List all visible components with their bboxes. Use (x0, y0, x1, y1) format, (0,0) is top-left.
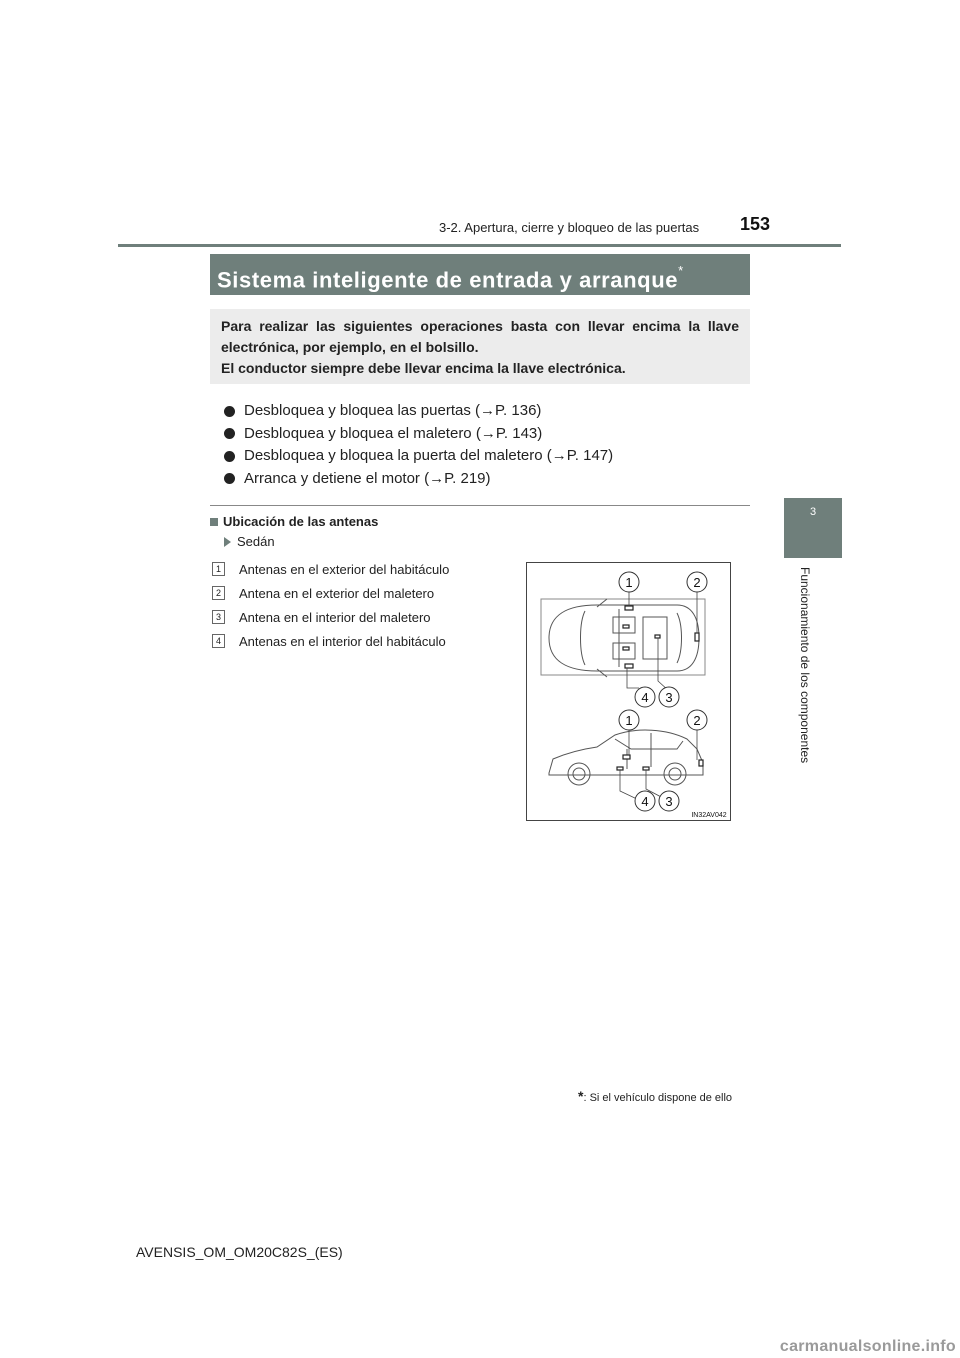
callout-2: 2 (693, 575, 701, 590)
antenna-item (212, 629, 449, 653)
feature-list (222, 400, 762, 490)
feature-text: Desbloquea y bloquea las puertas (→P. 136) (244, 402, 542, 419)
antenna-item (212, 581, 449, 605)
antenna-diagram (526, 562, 731, 821)
callout-1: 1 (625, 713, 633, 728)
antenna-label: Antenas en el interior del habitáculo (239, 633, 446, 649)
car-illustration (527, 563, 730, 820)
number-box: 1 (212, 562, 225, 576)
antenna-item (212, 557, 449, 581)
number-box: 4 (212, 634, 225, 648)
callout-2: 2 (693, 713, 701, 728)
feature-text: Arranca y detiene el motor (→P. 219) (244, 469, 491, 487)
antenna-label: Antenas en el exterior del habitáculo (239, 561, 450, 577)
callout-4: 4 (641, 794, 649, 809)
header-rule (118, 244, 841, 247)
number-box: 2 (212, 586, 225, 600)
bullet-icon (224, 473, 235, 484)
section-heading-text: Ubicación de las antenas (223, 514, 379, 529)
feature-text: Desbloquea y bloquea el maletero (→P. 143) (244, 424, 543, 442)
antenna-list (212, 557, 449, 653)
antenna-label: Antena en el interior del maletero (239, 609, 431, 625)
antenna-label: Antena en el exterior del maletero (239, 585, 435, 601)
running-header-section: 3-2. Apertura, cierre y bloqueo de las puertas (439, 220, 700, 235)
feature-text: Desbloquea y bloquea la puerta del maletero (→P. 147) (244, 447, 614, 464)
bullet-icon (224, 428, 235, 439)
feature-item (222, 423, 762, 446)
page-title (210, 254, 750, 295)
figure-code: IN32AV042 (691, 812, 727, 819)
chapter-tab-label: Funcionamiento de los componentes (798, 567, 812, 764)
callout-4: 4 (641, 690, 649, 705)
callout-3: 3 (665, 794, 673, 809)
bullet-icon (224, 406, 235, 417)
intro-box (210, 309, 750, 384)
footnote (578, 1088, 732, 1104)
section-heading (210, 514, 378, 529)
feature-item (222, 468, 762, 491)
square-bullet-icon (210, 518, 218, 526)
triangle-bullet-icon (224, 537, 231, 547)
intro-line-2: El conductor siempre debe llevar encima la llave electrónica. (221, 360, 626, 376)
callout-1: 1 (625, 575, 633, 590)
feature-item (222, 400, 762, 423)
footnote-asterisk: * (578, 1088, 584, 1104)
callout-3: 3 (665, 690, 673, 705)
number-box: 3 (212, 610, 225, 624)
bullet-icon (224, 451, 235, 462)
model-label (224, 534, 275, 549)
document-id: AVENSIS_OM_OM20C82S_(ES) (136, 1244, 343, 1260)
chapter-tab: 3 (784, 498, 842, 558)
antenna-item (212, 605, 449, 629)
model-text: Sedán (237, 534, 275, 549)
section-rule (210, 505, 750, 506)
title-text: Sistema inteligente de entrada y arranque (217, 267, 679, 293)
watermark: carmanualsonline.info (779, 1338, 956, 1355)
page-number: 153 (740, 214, 771, 234)
title-asterisk: * (678, 263, 684, 278)
footnote-text: : Si el vehículo dispone de ello (583, 1092, 733, 1104)
intro-line-1: Para realizar las siguientes operaciones basta con llevar encima la llave electrónica, por ejemplo, en el bolsillo. (221, 318, 739, 355)
feature-item (222, 445, 762, 468)
